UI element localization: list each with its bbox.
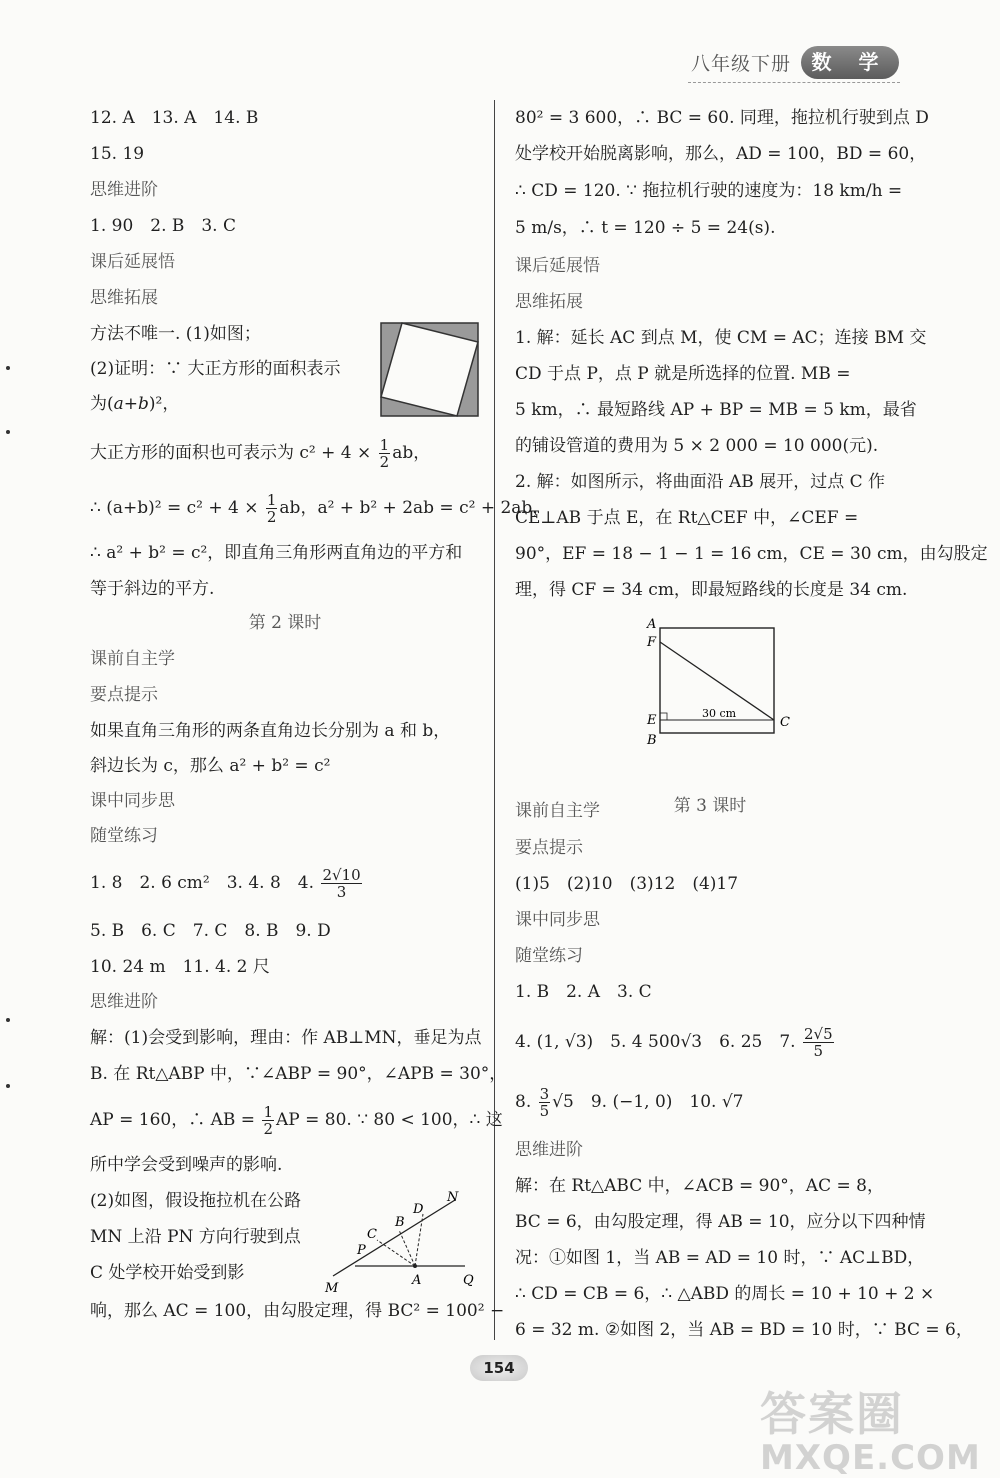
section-heading: 随堂练习 — [515, 946, 583, 966]
answer-line: 12. A 13. A 14. B — [90, 108, 259, 128]
section-heading: 课中同步思 — [515, 910, 600, 930]
answer-line: 1. 90 2. B 3. C — [90, 216, 237, 236]
section-heading: 思维进阶 — [515, 1140, 583, 1160]
fraction-denominator: 5 — [539, 1102, 550, 1120]
text-line: 处学校开始脱离影响，那么，AD = 100，BD = 60， — [515, 144, 927, 164]
label-E: E — [647, 713, 657, 728]
margin-mark — [6, 366, 10, 370]
label-C: C — [780, 715, 790, 730]
section-heading: 课前自主学 — [90, 649, 175, 669]
section-heading: 课后延展悟 — [515, 256, 600, 276]
text-line: 6 = 32 m. ②如图 2，当 AB = BD = 10 时，∵ BC = 6， — [515, 1320, 973, 1340]
fraction-denominator: 2 — [263, 1120, 273, 1138]
road-figure — [315, 1188, 485, 1298]
text-line: C 处学校开始受到影 — [90, 1263, 245, 1283]
margin-mark — [6, 1018, 10, 1022]
watermark-url: MXQE.COM — [760, 1438, 981, 1478]
fraction-numerator: 2√10 — [322, 866, 361, 884]
text-line: 响，那么 AC = 100，由勾股定理，得 BC² = 100² − — [90, 1301, 505, 1321]
watermark-logo-text: 答案圈 — [760, 1387, 904, 1441]
answer-line: 15. 19 — [90, 144, 145, 164]
lesson-title: 第 2 课时 — [248, 613, 322, 633]
page-number: 154 — [470, 1355, 528, 1381]
text-line: 5 m/s，∴ t = 120 ÷ 5 = 24(s). — [515, 218, 776, 238]
label-B: B — [395, 1215, 405, 1230]
section-heading: 思维拓展 — [90, 288, 158, 308]
label-B: B — [647, 733, 657, 748]
answer-line: 1. 8 2. 6 cm² 3. 4. 8 4. $\frac{2√10}{3}$ — [90, 866, 361, 901]
text-line: 2. 解：如图所示，将曲面沿 AB 展开，过点 C 作 — [515, 472, 886, 492]
section-heading: 课后延展悟 — [90, 252, 175, 272]
text-line: 5 km，∴ 最短路线 AP + BP = MB = 5 km，最省 — [515, 400, 917, 420]
section-heading: 要点提示 — [515, 838, 583, 858]
text-line: MN 上沿 PN 方向行驶到点 — [90, 1227, 301, 1247]
text-line: BC = 6，由勾股定理，得 AB = 10，应分以下四种情 — [515, 1212, 926, 1232]
fraction-numerator: 1 — [266, 491, 277, 509]
text-line: 90°，EF = 18 − 1 − 1 = 16 cm，CE = 30 cm，由勾股定 — [515, 544, 988, 564]
watermark — [760, 1378, 981, 1478]
label-M: M — [325, 1281, 339, 1296]
section-heading: 思维进阶 — [90, 992, 158, 1012]
fraction-denominator: 3 — [336, 883, 347, 901]
label-N: N — [447, 1190, 459, 1205]
text-line: (2)如图，假设拖拉机在公路 — [90, 1191, 302, 1211]
fraction-denominator: 2 — [266, 508, 277, 526]
margin-mark — [6, 1084, 10, 1088]
text-line: 的铺设管道的费用为 5 × 2 000 = 10 000(元). — [515, 436, 879, 456]
section-heading: 课中同步思 — [90, 791, 175, 811]
text-line: B. 在 Rt△ABP 中，∵∠ABP = 90°，∠APB = 30°， — [90, 1064, 507, 1084]
answer-line: 10. 24 m 11. 4. 2 尺 — [90, 957, 270, 977]
text-line: 大正方形的面积也可表示为 c² + 4 × $\frac{1}{2}$ ab， — [90, 436, 431, 471]
text-line: (2)证明：∵ 大正方形的面积表示 — [90, 359, 341, 379]
text-line: ∴ a² + b² = c²，即直角三角形两直角边的平方和 — [90, 543, 463, 563]
label-A: A — [647, 617, 657, 632]
text-line: 如果直角三角形的两条直角边长分别为 a 和 b， — [90, 721, 451, 741]
section-heading: 要点提示 — [90, 685, 158, 705]
answer-line: (1)5 (2)10 (3)12 (4)17 — [515, 874, 739, 894]
answer-line: 8. $\frac{3}{5}$ √5 9. (−1, 0) 10. √7 — [515, 1085, 744, 1120]
answer-line: 5. B 6. C 7. C 8. B 9. D — [90, 921, 331, 941]
label-F: F — [647, 635, 657, 650]
column-divider — [494, 100, 495, 1340]
dimension-label: 30 cm — [702, 707, 737, 720]
fraction-denominator: 5 — [813, 1042, 824, 1060]
text-line: CD 于点 P，点 P 就是所选择的位置. MB = — [515, 364, 851, 384]
label-A: A — [412, 1273, 422, 1288]
lesson-title: 第 3 课时 — [673, 796, 747, 816]
fraction-numerator: 1 — [263, 1103, 273, 1121]
text-line: 为(a+b)²， — [90, 394, 180, 414]
fraction-numerator: 1 — [379, 436, 390, 454]
text-line: 等于斜边的平方. — [90, 579, 215, 599]
fraction-denominator: 2 — [379, 453, 390, 471]
text-line: 解：在 Rt△ABC 中，∠ACB = 90°，AC = 8， — [515, 1176, 884, 1196]
text-line: 解：(1)会受到影响，理由：作 AB⊥MN，垂足为点 — [90, 1028, 482, 1048]
square-figure — [380, 322, 480, 418]
fraction-numerator: 3 — [539, 1085, 550, 1103]
margin-mark — [6, 430, 10, 434]
text-line: ∴ (a+b)² = c² + 4 × $\frac{1}{2}$ ab，a² + b² + 2ab = c² + 2ab， — [90, 491, 550, 526]
section-heading: 课前自主学 — [515, 801, 600, 821]
label-C: C — [367, 1227, 377, 1242]
label-P: P — [357, 1243, 366, 1258]
subject-badge: 数 学 — [801, 46, 899, 79]
text-line: 理，得 CF = 34 cm，即最短路线的长度是 34 cm. — [515, 580, 908, 600]
text-line: 80² = 3 600，∴ BC = 60. 同理，拖拉机行驶到点 D — [515, 108, 929, 128]
fraction-numerator: 2√5 — [803, 1025, 833, 1043]
label-D: D — [413, 1202, 424, 1217]
section-heading: 思维进阶 — [90, 180, 158, 200]
answer-line: 4. (1, √3) 5. 4 500√3 6. 25 7. $\frac{2√5}{5}$ — [515, 1025, 833, 1060]
text-line: 斜边长为 c，那么 a² + b² = c² — [90, 756, 331, 776]
label-Q: Q — [463, 1273, 474, 1288]
section-heading: 随堂练习 — [90, 826, 158, 846]
answer-line: 1. B 2. A 3. C — [515, 982, 652, 1002]
unfolded-cylinder-figure — [640, 612, 800, 752]
text-line: ∴ CD = CB = 6，∴ △ABD 的周长 = 10 + 10 + 2 × — [515, 1284, 935, 1304]
header-rule — [688, 82, 900, 83]
text-line: 方法不唯一. (1)如图； — [90, 324, 261, 344]
text-line: 况：①如图 1，当 AB = AD = 10 时，∵ AC⊥BD， — [515, 1248, 925, 1268]
text-line: ∴ CD = 120. ∵ 拖拉机行驶的速度为：18 km/h = — [515, 181, 903, 201]
text-line: 所中学会受到噪声的影响. — [90, 1155, 283, 1175]
section-heading: 思维拓展 — [515, 292, 583, 312]
text-line: AP = 160，∴ AB = $\frac{1}{2}$ AP = 80. ∵ 80 < 100，∴ 这 — [90, 1103, 503, 1138]
text-line: CE⊥AB 于点 E，在 Rt△CEF 中，∠CEF = — [515, 508, 859, 528]
grade-label: 八年级下册 — [691, 53, 792, 75]
text-line: 1. 解：延长 AC 到点 M，使 CM = AC；连接 BM 交 — [515, 328, 927, 348]
